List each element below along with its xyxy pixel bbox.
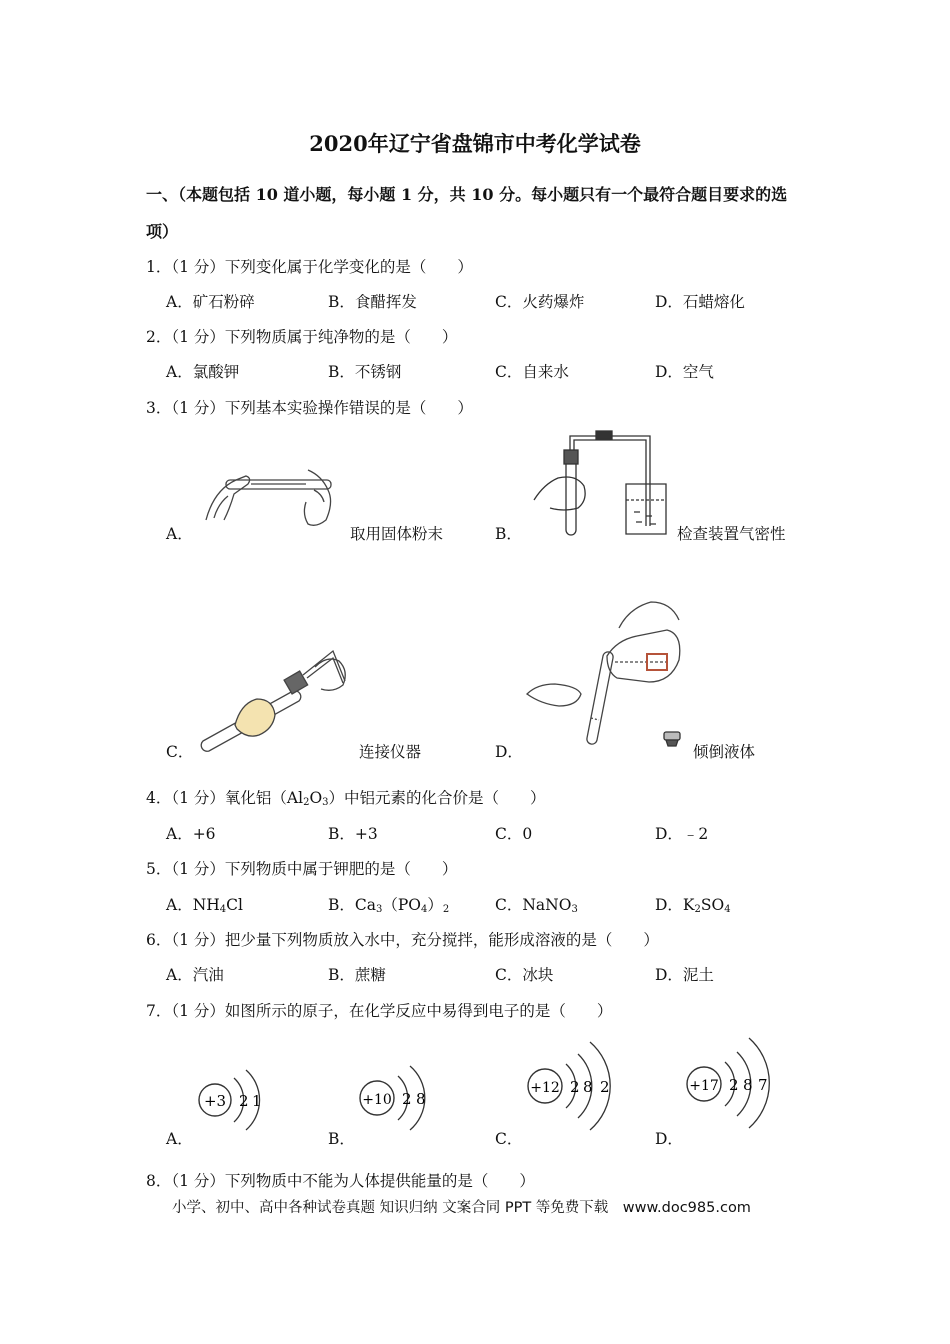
q5-a-pre: A．NH — [166, 896, 220, 914]
q5-c-pre: C．NaNO — [495, 896, 572, 914]
q4-option-d: D．﹣2 — [655, 825, 709, 843]
q5-b-sub2: 4 — [421, 904, 428, 915]
question-3-stem: 3．（1 分）下列基本实验操作错误的是（ ） — [146, 399, 473, 417]
q3-option-d: D． — [495, 743, 523, 761]
section-heading-cont: 项） — [146, 222, 179, 241]
q3-option-c: C． — [166, 743, 194, 761]
question-8-stem: 8．（1 分）下列物质中不能为人体提供能量的是（ ） — [146, 1172, 535, 1190]
q5-a-post: Cl — [226, 896, 243, 914]
q2-option-b: B．不锈钢 — [328, 363, 402, 381]
q3-option-b: B． — [495, 525, 522, 543]
atom-a-nucleus: +3 — [203, 1092, 227, 1110]
q1-option-b: B．食醋挥发 — [328, 293, 417, 311]
q6-option-c: C．冰块 — [495, 966, 554, 984]
q5-a-sub: 4 — [219, 904, 227, 915]
q4-option-c: C．0 — [495, 825, 533, 843]
q4-stem-mid: O — [309, 789, 323, 807]
atom-c-shell-2: 8 — [583, 1078, 593, 1096]
atom-d-nucleus: +17 — [689, 1078, 719, 1094]
q4-stem-sub1: 2 — [303, 797, 310, 808]
atom-a-shell-1: 2 — [239, 1092, 249, 1110]
q2-option-d: D．空气 — [655, 363, 714, 381]
q6-option-b: B．蔗糖 — [328, 966, 386, 984]
q7-option-b: B． — [328, 1130, 355, 1148]
atom-b-shell-2: 8 — [416, 1090, 426, 1108]
illustration-powder-tube — [196, 460, 346, 535]
q3-caption-b: 检查装置气密性 — [677, 525, 786, 543]
atom-c-shell-3: 2 — [600, 1078, 610, 1096]
question-1-stem: 1．（1 分）下列变化属于化学变化的是（ ） — [146, 258, 473, 276]
question-2-stem: 2．（1 分）下列物质属于纯净物的是（ ） — [146, 328, 458, 346]
q1-option-a: A．矿石粉碎 — [166, 293, 255, 311]
q5-option-b — [328, 893, 449, 915]
q5-b-pre: B．Ca — [328, 896, 376, 914]
atom-diagram-c — [526, 1036, 626, 1136]
question-6-stem: 6．（1 分）把少量下列物质放入水中，充分搅拌，能形成溶液的是（ ） — [146, 931, 659, 949]
illustration-pouring-liquid — [523, 598, 693, 758]
atom-d-shell-2: 8 — [743, 1076, 753, 1094]
q5-option-c — [495, 893, 578, 915]
question-4-stem — [146, 786, 546, 808]
atom-c-nucleus: +12 — [530, 1080, 560, 1096]
q5-b-sub: 3 — [376, 904, 383, 915]
q7-option-c: C． — [495, 1130, 523, 1148]
q3-caption-c: 连接仪器 — [359, 743, 422, 761]
atom-a-shell-2: 1 — [252, 1092, 262, 1110]
question-5-stem: 5．（1 分）下列物质中属于钾肥的是（ ） — [146, 860, 458, 878]
q5-d-mid: SO — [700, 896, 725, 914]
page-footer: 小学、初中、高中各种试卷真题 知识归纳 文案合同 PPT 等免费下载 www.doc985.com — [172, 1200, 751, 1216]
question-7-stem: 7．（1 分）如图所示的原子，在化学反应中易得到电子的是（ ） — [146, 1002, 613, 1020]
atom-b-shell-1: 2 — [402, 1090, 412, 1108]
q5-c-sub: 3 — [571, 904, 578, 915]
q5-option-a — [166, 893, 243, 915]
q7-option-a: A． — [166, 1130, 193, 1148]
q5-d-sub: 2 — [694, 904, 701, 915]
q4-stem-prefix: 4．（1 分）氧化铝（Al — [146, 789, 304, 807]
q5-b-mid: （PO — [382, 896, 422, 914]
q2-option-c: C．自来水 — [495, 363, 569, 381]
q1-option-d: D．石蜡熔化 — [655, 293, 745, 311]
atom-d-shell-3: 7 — [758, 1076, 768, 1094]
q7-option-d: D． — [655, 1130, 683, 1148]
q6-option-a: A．汽油 — [166, 966, 224, 984]
q1-option-c: C．火药爆炸 — [495, 293, 585, 311]
q3-option-a: A． — [166, 525, 193, 543]
atom-diagram-d — [685, 1032, 785, 1132]
atom-diagram-a — [196, 1060, 276, 1140]
q5-option-d — [655, 893, 731, 915]
q5-d-sub2: 4 — [724, 904, 731, 915]
q3-caption-d: 倾倒液体 — [693, 743, 756, 761]
q4-option-b: B．+3 — [328, 825, 378, 843]
atom-c-shell-1: 2 — [570, 1078, 580, 1096]
atom-diagram-b — [358, 1058, 448, 1138]
exam-title: 2020年辽宁省盘锦市中考化学试卷 — [309, 131, 641, 156]
q5-d-pre: D．K — [655, 896, 695, 914]
atom-b-nucleus: +10 — [362, 1092, 392, 1108]
q4-stem-sub2: 3 — [322, 797, 329, 808]
q5-b-post: ） — [427, 896, 443, 914]
q6-option-d: D．泥土 — [655, 966, 714, 984]
section-heading: 一、（本题包括 10 道小题，每小题 1 分，共 10 分。每小题只有一个最符合题目要求的选 — [146, 185, 788, 204]
q4-option-a: A．+6 — [166, 825, 216, 843]
illustration-connecting-apparatus — [195, 645, 360, 755]
q5-b-sub3: 2 — [442, 904, 450, 915]
atom-d-shell-1: 2 — [729, 1076, 739, 1094]
q4-stem-suffix: ）中铝元素的化合价是（ ） — [328, 789, 546, 807]
illustration-airtightness-check — [526, 428, 676, 540]
q3-caption-a: 取用固体粉末 — [350, 525, 444, 543]
q2-option-a: A．氯酸钾 — [166, 363, 240, 381]
